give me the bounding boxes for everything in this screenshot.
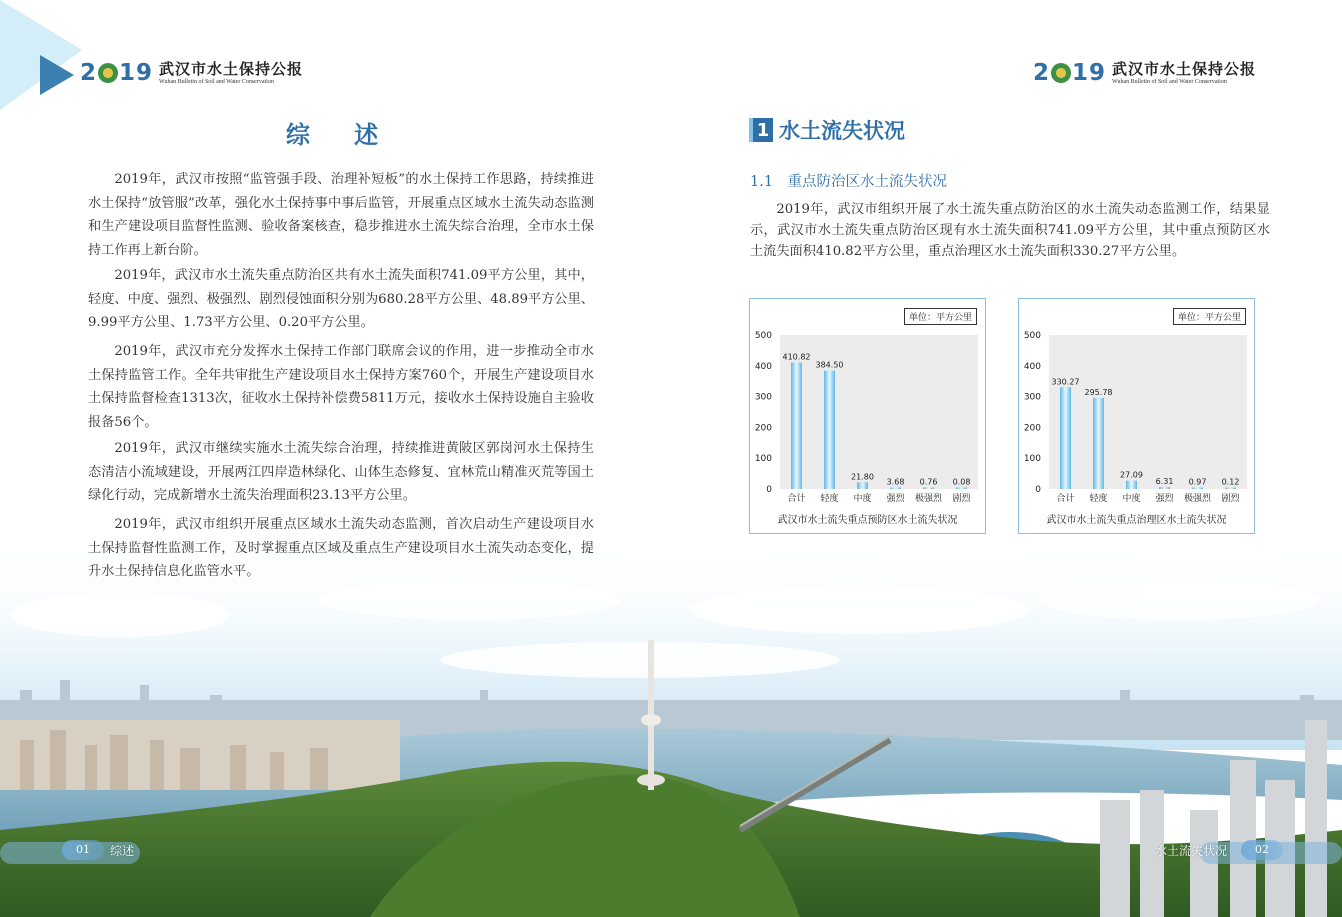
bar [1060,387,1071,489]
bar [890,488,901,490]
footer-section-label: 综述 [110,843,135,858]
y-tick-label: 0 [766,485,772,495]
brand-logo-right [1033,60,1256,86]
y-tick-label: 200 [1023,423,1041,434]
brand-title-cn: 武汉市水土保持公报 [159,59,304,78]
chart-title: 武汉市水土流失重点预防区水土流失状况 [777,515,958,526]
bar-chart-svg [750,299,987,509]
plot-area [1049,335,1247,489]
data-label: 21.80 [851,472,874,482]
x-tick-label: 合计 [1056,494,1075,504]
paragraph-4: 2019年，武汉市继续实施水土流失综合治理，持续推进黄陂区郭岗河水土保持生态清洁小流域建设，开展两江四岸造林绿化、山体生态修复、宜林荒山精准灭荒等国土绿化行动，完成新增水土流失治理面积23.13平方公里。 [88,441,594,503]
chart-governance-zone [1018,298,1255,534]
data-label: 295.78 [1084,387,1113,397]
x-tick-label: 强烈 [1155,494,1174,504]
data-label: 0.76 [919,477,938,487]
section-title: 水土流失状况 [779,118,905,143]
data-label: 27.09 [1120,470,1143,480]
brand-year-digits: 19 [1072,60,1107,86]
paragraph-3: 2019年，武汉市充分发挥水土保持工作部门联席会议的作用，进一步推动全市水土保持监管工作。全年共审批生产建设项目水土保持方案760个，开展生产建设项目水土保持监督检查1313次，征收水土保持补偿费5811万元，接收水土保持设施自主验收报备56个。 [88,344,594,430]
bar [1093,398,1104,489]
x-tick-label: 剧烈 [1221,494,1240,504]
page-title: 综 述 [285,120,397,149]
x-tick-label: 中度 [853,494,872,504]
bar [956,488,967,490]
brand-logo-left [80,60,303,86]
y-tick-label: 100 [754,454,772,465]
y-tick-label: 300 [754,392,772,403]
bar [857,482,868,489]
x-tick-label: 极强烈 [1183,494,1212,504]
y-tick-label: 100 [1023,454,1041,465]
y-tick-label: 500 [1023,331,1041,341]
y-tick-label: 300 [1023,392,1041,403]
brand-year-digit: 2 [1033,60,1051,86]
paragraph-5: 2019年，武汉市组织开展重点区域水土流失动态监测，首次启动生产建设项目水土保持监督性监测工作，及时掌握重点区域及重点生产建设项目水土流失动态变化，提升水土保持信息化监管水平。 [88,517,594,579]
bar [1225,488,1236,490]
x-tick-label: 轻度 [820,494,839,504]
x-tick-label: 轻度 [1089,494,1108,504]
bar-chart-svg [1019,299,1256,509]
bar [1126,481,1137,489]
y-tick-label: 400 [754,361,772,372]
section-paragraph: 2019年，武汉市组织开展了水土流失重点防治区的水土流失动态监测工作，结果显示，武汉市水土流失重点防治区现有水土流失面积741.09平方公里，其中重点预防区水土流失面积410.82平方公里，重点治理区水土流失面积330.27平方公里。 [750,202,1270,259]
data-label: 410.82 [782,352,811,362]
section-heading [749,115,905,145]
bar [1192,488,1203,490]
data-label: 6.31 [1155,477,1174,487]
x-tick-label: 合计 [787,494,806,504]
corner-decoration [0,0,82,110]
x-tick-label: 强烈 [886,494,905,504]
emblem-icon [98,63,118,83]
y-tick-label: 200 [754,423,772,434]
bar [1159,487,1170,489]
unit-label: 单位：平方公里 [904,308,977,325]
data-label: 384.50 [815,360,844,370]
data-label: 0.12 [1221,477,1240,487]
paragraph-1: 2019年，武汉市按照“监管强手段、治理补短板”的水土保持工作思路，持续推进水土保持“放管服”改革，强化水土保持事中事后监管，开展重点区域水土流失动态监测和生产建设项目监督性监测、验收备案核查，稳步推进水土流失综合治理，全市水土保持工作再上新台阶。 [88,172,594,258]
x-tick-label: 中度 [1122,494,1141,504]
chart-prevention-zone [749,298,986,534]
sub-heading: 1.1 重点防治区水土流失状况 [750,174,948,190]
data-label: 330.27 [1051,377,1080,387]
unit-label: 单位：平方公里 [1173,308,1246,325]
emblem-icon [1051,63,1071,83]
y-tick-label: 400 [1023,361,1041,372]
brand-title-en: Wuhan Bulletin of Soil and Water Conservation [1112,78,1227,85]
data-label: 0.08 [952,477,971,487]
paragraph-2: 2019年，武汉市水土流失重点防治区共有水土流失面积741.09平方公里，其中，轻度、中度、强烈、极强烈、剧烈侵蚀面积分别为680.28平方公里、48.89平方公里、9.99平方公里、1.73平方公里、0.20平方公里。 [88,268,594,330]
brand-title-cn: 武汉市水土保持公报 [1112,59,1257,78]
section-number: 1 [749,118,773,142]
data-label: 3.68 [886,477,905,487]
chart-title: 武汉市水土流失重点治理区水土流失状况 [1046,515,1227,526]
y-tick-label: 500 [754,331,772,341]
y-tick-label: 0 [1035,485,1041,495]
bar [824,371,835,489]
footer-section-label: 水土流失状况 [1155,843,1228,858]
page-number: 02 [1241,840,1283,860]
brand-year-digits: 19 [119,60,154,86]
brand-year-digit: 2 [80,60,98,86]
bar [791,362,802,489]
page-number: 01 [62,840,104,860]
page-footer-left [62,837,134,863]
page-footer-right [1155,837,1283,863]
brand-title-en: Wuhan Bulletin of Soil and Water Conservation [159,78,274,85]
brand-year [1033,60,1106,86]
right-page [671,0,1342,917]
bar [923,488,934,490]
x-tick-label: 剧烈 [952,494,971,504]
brand-year [80,60,153,86]
x-tick-label: 极强烈 [914,494,943,504]
data-label: 0.97 [1188,477,1207,487]
